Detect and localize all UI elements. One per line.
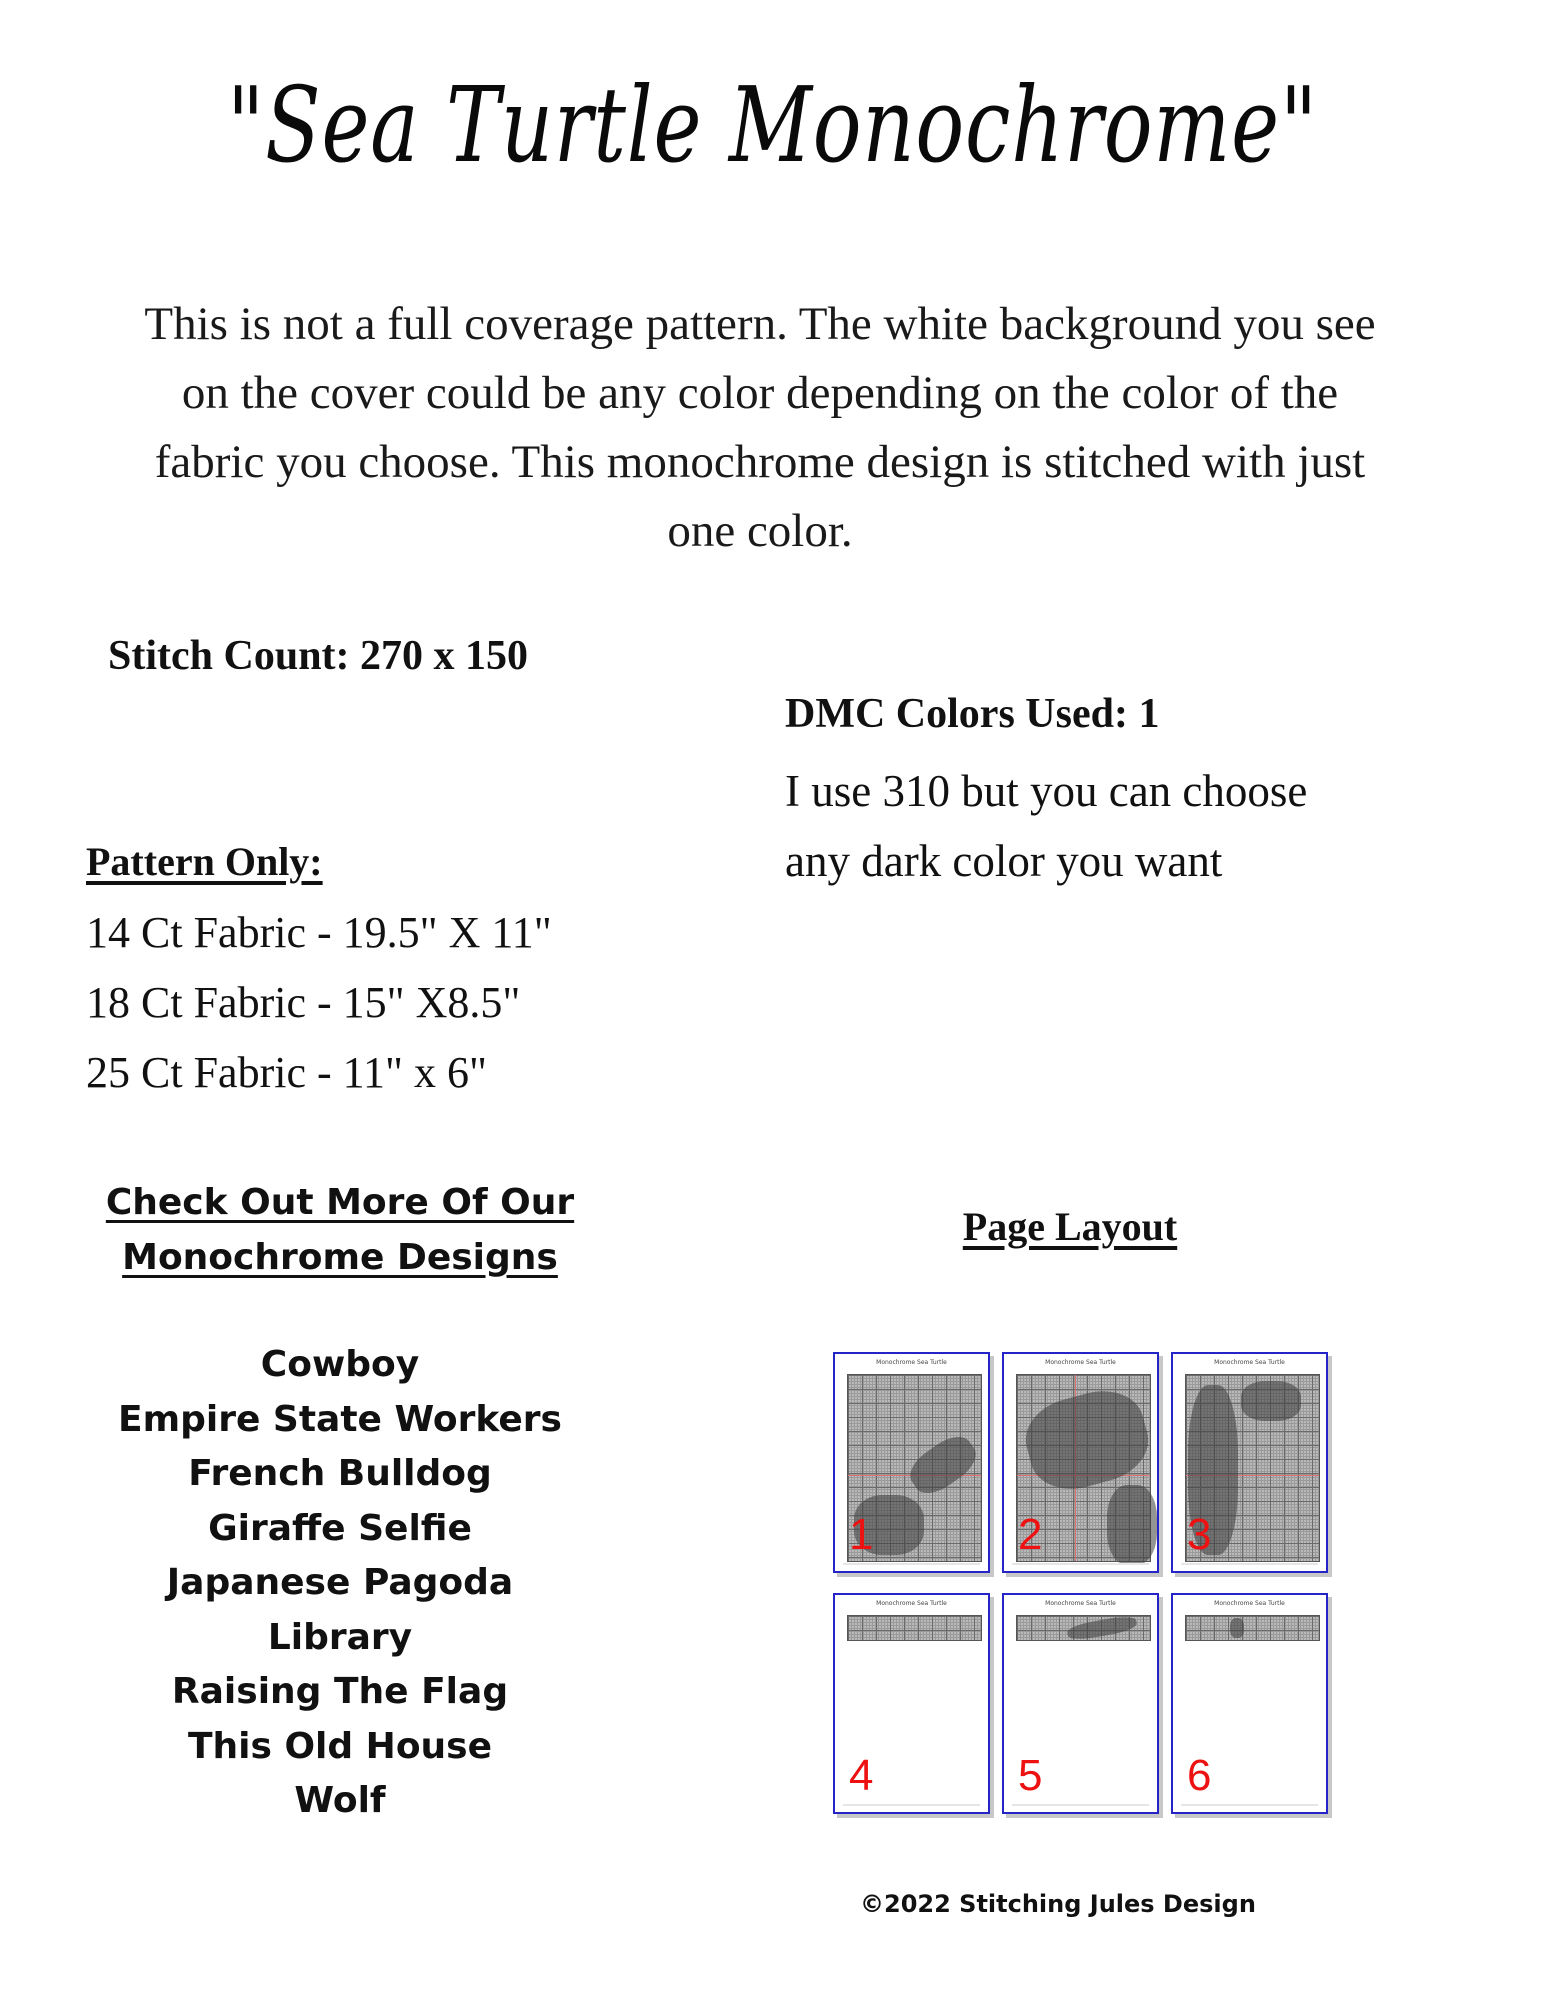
design-item-raising-the-flag: Raising The Flag xyxy=(171,1671,509,1712)
design-item-french-bulldog: French Bulldog xyxy=(188,1453,492,1494)
more-designs-heading-line: Check Out More Of Our xyxy=(105,1182,575,1223)
page-thumbnail-5 xyxy=(1002,1593,1159,1814)
page-title: "Sea Turtle Monochrome" xyxy=(227,64,1318,186)
dmc-note-line: any dark color you want xyxy=(785,836,1223,886)
page-thumbnail-6 xyxy=(1171,1593,1328,1814)
design-item-this-old-house: This Old House xyxy=(187,1725,493,1767)
page-number: 2 xyxy=(1018,1510,1043,1559)
chart-grid xyxy=(847,1615,982,1641)
design-list xyxy=(90,1338,590,1829)
thumbnail-header: Monochrome Sea Turtle xyxy=(876,1359,947,1366)
page-number: 6 xyxy=(1187,1751,1212,1800)
dmc-colors-heading: DMC Colors Used: 1 xyxy=(785,691,1160,737)
thumbnail-header: Monochrome Sea Turtle xyxy=(1045,1600,1116,1607)
fabric-size-item: 18 Ct Fabric - 15" X8.5" xyxy=(86,978,521,1027)
thumbnail-header: Monochrome Sea Turtle xyxy=(1214,1359,1285,1366)
intro-paragraph: This is not a full coverage pattern. The white background you see on the cover could be any color depending on the color of the fabric you choose. This monochrome design is stitched with just one color. xyxy=(144,298,1376,557)
page-layout-heading: Page Layout xyxy=(962,1204,1178,1249)
pattern-only-heading: Pattern Only: xyxy=(86,839,323,884)
design-item-library: Library xyxy=(267,1616,413,1658)
design-item-wolf: Wolf xyxy=(294,1780,386,1821)
design-item-cowboy: Cowboy xyxy=(260,1344,420,1385)
thumbnail-header: Monochrome Sea Turtle xyxy=(876,1600,947,1607)
more-designs-heading-line: Monochrome Designs xyxy=(122,1237,558,1278)
thumbnail-header: Monochrome Sea Turtle xyxy=(1045,1359,1116,1366)
chart-grid xyxy=(1016,1615,1151,1641)
dmc-note xyxy=(785,756,1425,896)
more-designs-heading xyxy=(90,1175,590,1285)
design-item-giraffe-selfie: Giraffe Selfie xyxy=(208,1507,472,1549)
design-item-empire-state-workers: Empire State Workers xyxy=(118,1398,562,1440)
page-thumbnail-1 xyxy=(833,1352,990,1573)
copyright-notice: ©2022 Stitching Jules Design xyxy=(860,1890,1256,1918)
page-thumbnail-3 xyxy=(1171,1352,1328,1573)
design-item-japanese-pagoda: Japanese Pagoda xyxy=(166,1562,514,1603)
thumbnail-header: Monochrome Sea Turtle xyxy=(1214,1600,1285,1607)
fabric-size-item: 25 Ct Fabric - 11" x 6" xyxy=(86,1048,487,1097)
page-thumbnail-4 xyxy=(833,1593,990,1814)
page-number: 4 xyxy=(849,1751,874,1800)
dmc-note-line: I use 310 but you can choose xyxy=(785,766,1308,816)
page-thumbnail-2 xyxy=(1002,1352,1159,1573)
page-number: 5 xyxy=(1018,1751,1043,1800)
chart-grid xyxy=(1185,1615,1320,1641)
page-number: 1 xyxy=(849,1510,874,1559)
fabric-size-item: 14 Ct Fabric - 19.5" X 11" xyxy=(86,908,552,957)
stitch-count: Stitch Count: 270 x 150 xyxy=(108,633,529,679)
fabric-size-list xyxy=(86,898,552,1108)
page-number: 3 xyxy=(1187,1510,1212,1559)
